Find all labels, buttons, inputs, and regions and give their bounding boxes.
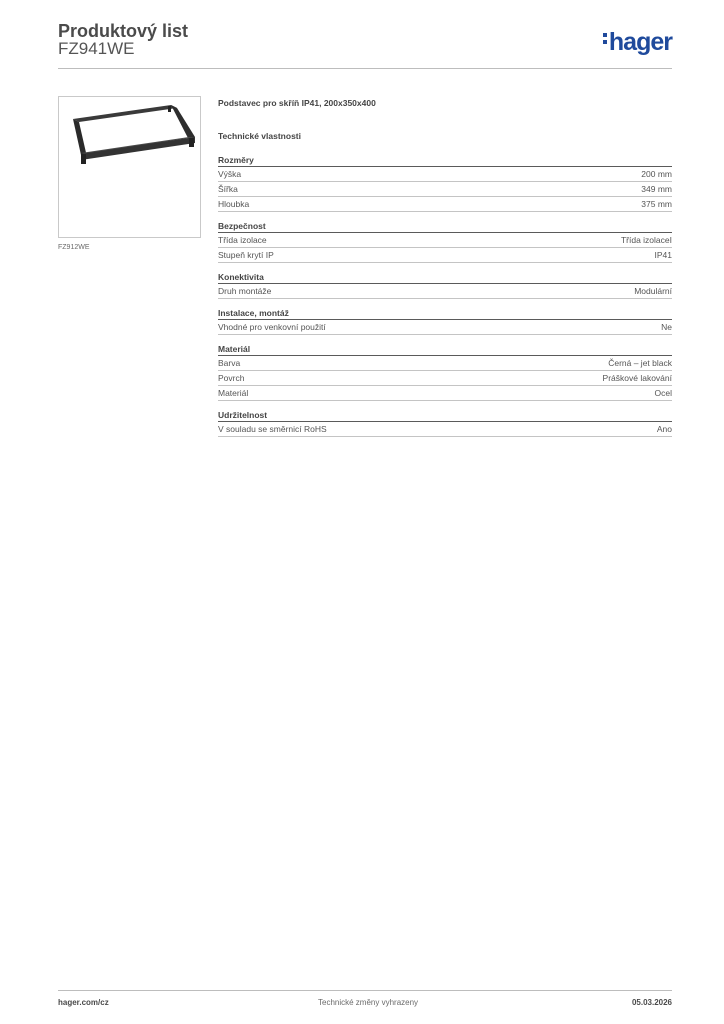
spec-row [218, 386, 672, 401]
section-title: Bezpečnost [218, 220, 672, 233]
logo-text: hager [608, 28, 672, 56]
logo-dots-icon [603, 30, 607, 47]
spec-label: Vhodné pro venkovní použití [218, 322, 326, 332]
product-details [218, 98, 672, 445]
spec-value: IP41 [654, 250, 672, 260]
spec-label: Třída izolace [218, 235, 267, 245]
spec-label: Stupeň krytí IP [218, 250, 274, 260]
spec-value: Modulární [634, 286, 672, 296]
spec-value: Práškové lakování [602, 373, 672, 383]
spec-section-dimensions [218, 154, 672, 212]
hager-logo [603, 30, 672, 55]
section-heading: Technické vlastnosti [218, 131, 301, 141]
section-title: Rozměry [218, 154, 672, 167]
section-title: Udržitelnost [218, 409, 672, 422]
product-image [58, 96, 201, 238]
spec-row [218, 182, 672, 197]
section-title: Instalace, montáž [218, 307, 672, 320]
spec-label: Druh montáže [218, 286, 272, 296]
spec-label: V souladu se směrnicí RoHS [218, 424, 327, 434]
spec-value: 349 mm [641, 184, 672, 194]
frame-base-illustration [59, 97, 200, 237]
spec-value: Třída izolaceI [620, 235, 672, 245]
spec-value: Černá – jet black [608, 358, 672, 368]
spec-row [218, 233, 672, 248]
spec-label: Barva [218, 358, 241, 368]
product-name: Podstavec pro skříň IP41, 200x350x400 [218, 98, 376, 108]
footer-date: 05.03.2026 [631, 998, 672, 1007]
spec-label: Hloubka [218, 199, 250, 209]
spec-section-safety [218, 220, 672, 263]
spec-row [218, 197, 672, 212]
spec-section-sustainability [218, 409, 672, 437]
section-title: Materiál [218, 343, 672, 356]
footer-website: hager.com/cz [58, 998, 109, 1007]
spec-row [218, 320, 672, 335]
spec-row [218, 371, 672, 386]
header-divider [58, 68, 672, 69]
footer-divider [58, 990, 672, 991]
spec-section-material [218, 343, 672, 401]
section-title: Konektivita [218, 271, 672, 284]
spec-section-installation [218, 307, 672, 335]
footer-note: Technické změny vyhrazeny [318, 998, 419, 1007]
spec-label: Materiál [218, 388, 249, 398]
spec-value: Ocel [654, 388, 672, 398]
spec-value: Ano [656, 424, 672, 434]
spec-row [218, 248, 672, 263]
page-title: Produktový list [58, 21, 189, 41]
image-caption: FZ912WE [58, 244, 90, 251]
spec-value: 200 mm [641, 169, 672, 179]
spec-label: Šířka [218, 184, 238, 194]
spec-row [218, 167, 672, 182]
spec-row [218, 356, 672, 371]
spec-label: Povrch [218, 373, 245, 383]
product-code: FZ941WE [58, 39, 135, 58]
spec-value: 375 mm [641, 199, 672, 209]
spec-row [218, 284, 672, 299]
spec-section-connectivity [218, 271, 672, 299]
spec-row [218, 422, 672, 437]
spec-label: Výška [218, 169, 242, 179]
spec-value: Ne [661, 322, 672, 332]
